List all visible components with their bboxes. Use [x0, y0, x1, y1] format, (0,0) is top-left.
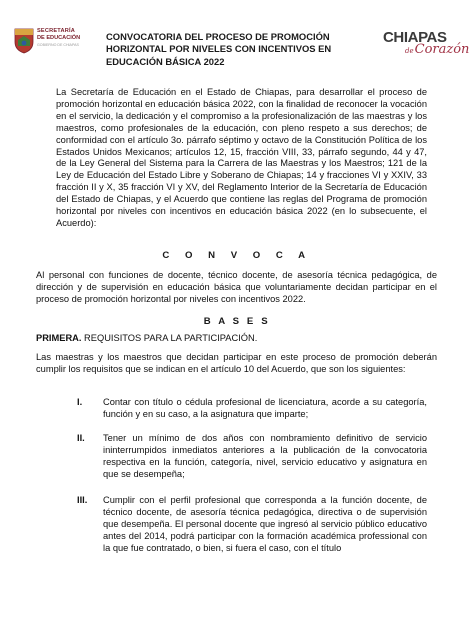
- requirement-number: I.: [77, 397, 83, 407]
- chiapas-de-corazon-logo: [383, 29, 470, 70]
- requirement-number: II.: [77, 433, 85, 443]
- requirement-text: Cumplir con el perfil profesional que corresponda a la función docente, de técnico docente, de asesoría técnica pedagógica, directiva o de supervisión que desempeña. El personal docente que ingresó al servicio público educativo antes del 2014, podrá participar con la formación académica professional con la que fue contratado, o bien, si fuera el caso, con el título: [103, 495, 427, 553]
- requirement-text: Tener un mínimo de dos años con nombramiento definitivo de servicio ininterrumpidos inmediatos anteriores a la publicación de la convocatoria respectiva en la función, categoría, nivel, servicio educativo y asignatura en que se desempeña;: [103, 433, 427, 479]
- logo-corazon-word: Corazón: [414, 42, 470, 57]
- document-title: CONVOCATORIA DEL PROCESO DE PROMOCIÓN HORIZONTAL POR NIVELES CON INCENTIVOS EN EDUCACIÓN BÁSICA 2022: [106, 31, 332, 67]
- logo-chiapas-word: CHIAPAS: [383, 29, 447, 46]
- requirement-text: Contar con título o cédula profesional de licenciatura, acorde a su categoría, función y en su caso, a la asignatura que imparte;: [103, 397, 427, 419]
- secretaria-educacion-logo: [14, 28, 84, 64]
- logo-line-secretaria: SECRETARÍA: [37, 28, 75, 34]
- primera-heading: [36, 333, 437, 345]
- requirements-intro-paragraph: Las maestras y los maestros que decidan participar en este proceso de promoción deberán cumplir los requisitos que se indican en el artículo 10 del Acuerdo, que son los siguientes:: [36, 352, 437, 374]
- logo-line-gobierno: GOBIERNO DE CHIAPAS: [37, 43, 79, 48]
- logo-corazon-script: [405, 43, 469, 58]
- coat-of-arms-icon: [14, 28, 34, 54]
- intro-paragraph: La Secretaría de Educación en el Estado de Chiapas, para desarrollar el proceso de promoción horizontal en educación básica 2022, con la finalidad de reconocer la vocación en el servicio, la dedicación y el compromiso a la profesionalización de las maestras y los maestros, como profesionales de la educación, con pleno respeto a sus derechos; de conformidad con el artículo 3o. párrafo séptimo y octavo de la Constitución Política de los Estados Unidos Mexicanos; artículos 12, 15, fracción VIII, 33, párrafo segundo, 44 y 47, de la Ley General del Sistema para la Carrera de las Maestras y los Maestros; 121 de la Ley de Educación del Estado Libre y Soberano de Chiapas; 14 y fracciones VI y XXIV, 33 fracción II y X, 35 fracción VI y XV, del Reglamento Interior de la Secretaría de Educación del Estado de Chiapas, y el Acuerdo que contiene las reglas del Programa de promoción horizontal por niveles con incentivos en educación básica 2022 (en lo subsecuente, el Acuerdo):: [56, 87, 427, 228]
- convoca-heading: C O N V O C A: [162, 250, 312, 261]
- logo-de-word: de: [405, 47, 414, 55]
- requirement-number: III.: [77, 495, 88, 505]
- primera-title: REQUISITOS PARA LA PARTICIPACIÓN.: [81, 333, 258, 343]
- bases-heading: B A S E S: [203, 316, 271, 327]
- primera-label: PRIMERA.: [36, 333, 82, 343]
- logo-line-educacion: DE EDUCACIÓN: [37, 34, 81, 41]
- convocation-paragraph: Al personal con funciones de docente, técnico docente, de asesoría técnica pedagógica, de dirección y de supervisión en educación básica que voluntariamente decidan participar en el proceso de promoción horizontal por niveles con incentivos 2022.: [36, 270, 437, 304]
